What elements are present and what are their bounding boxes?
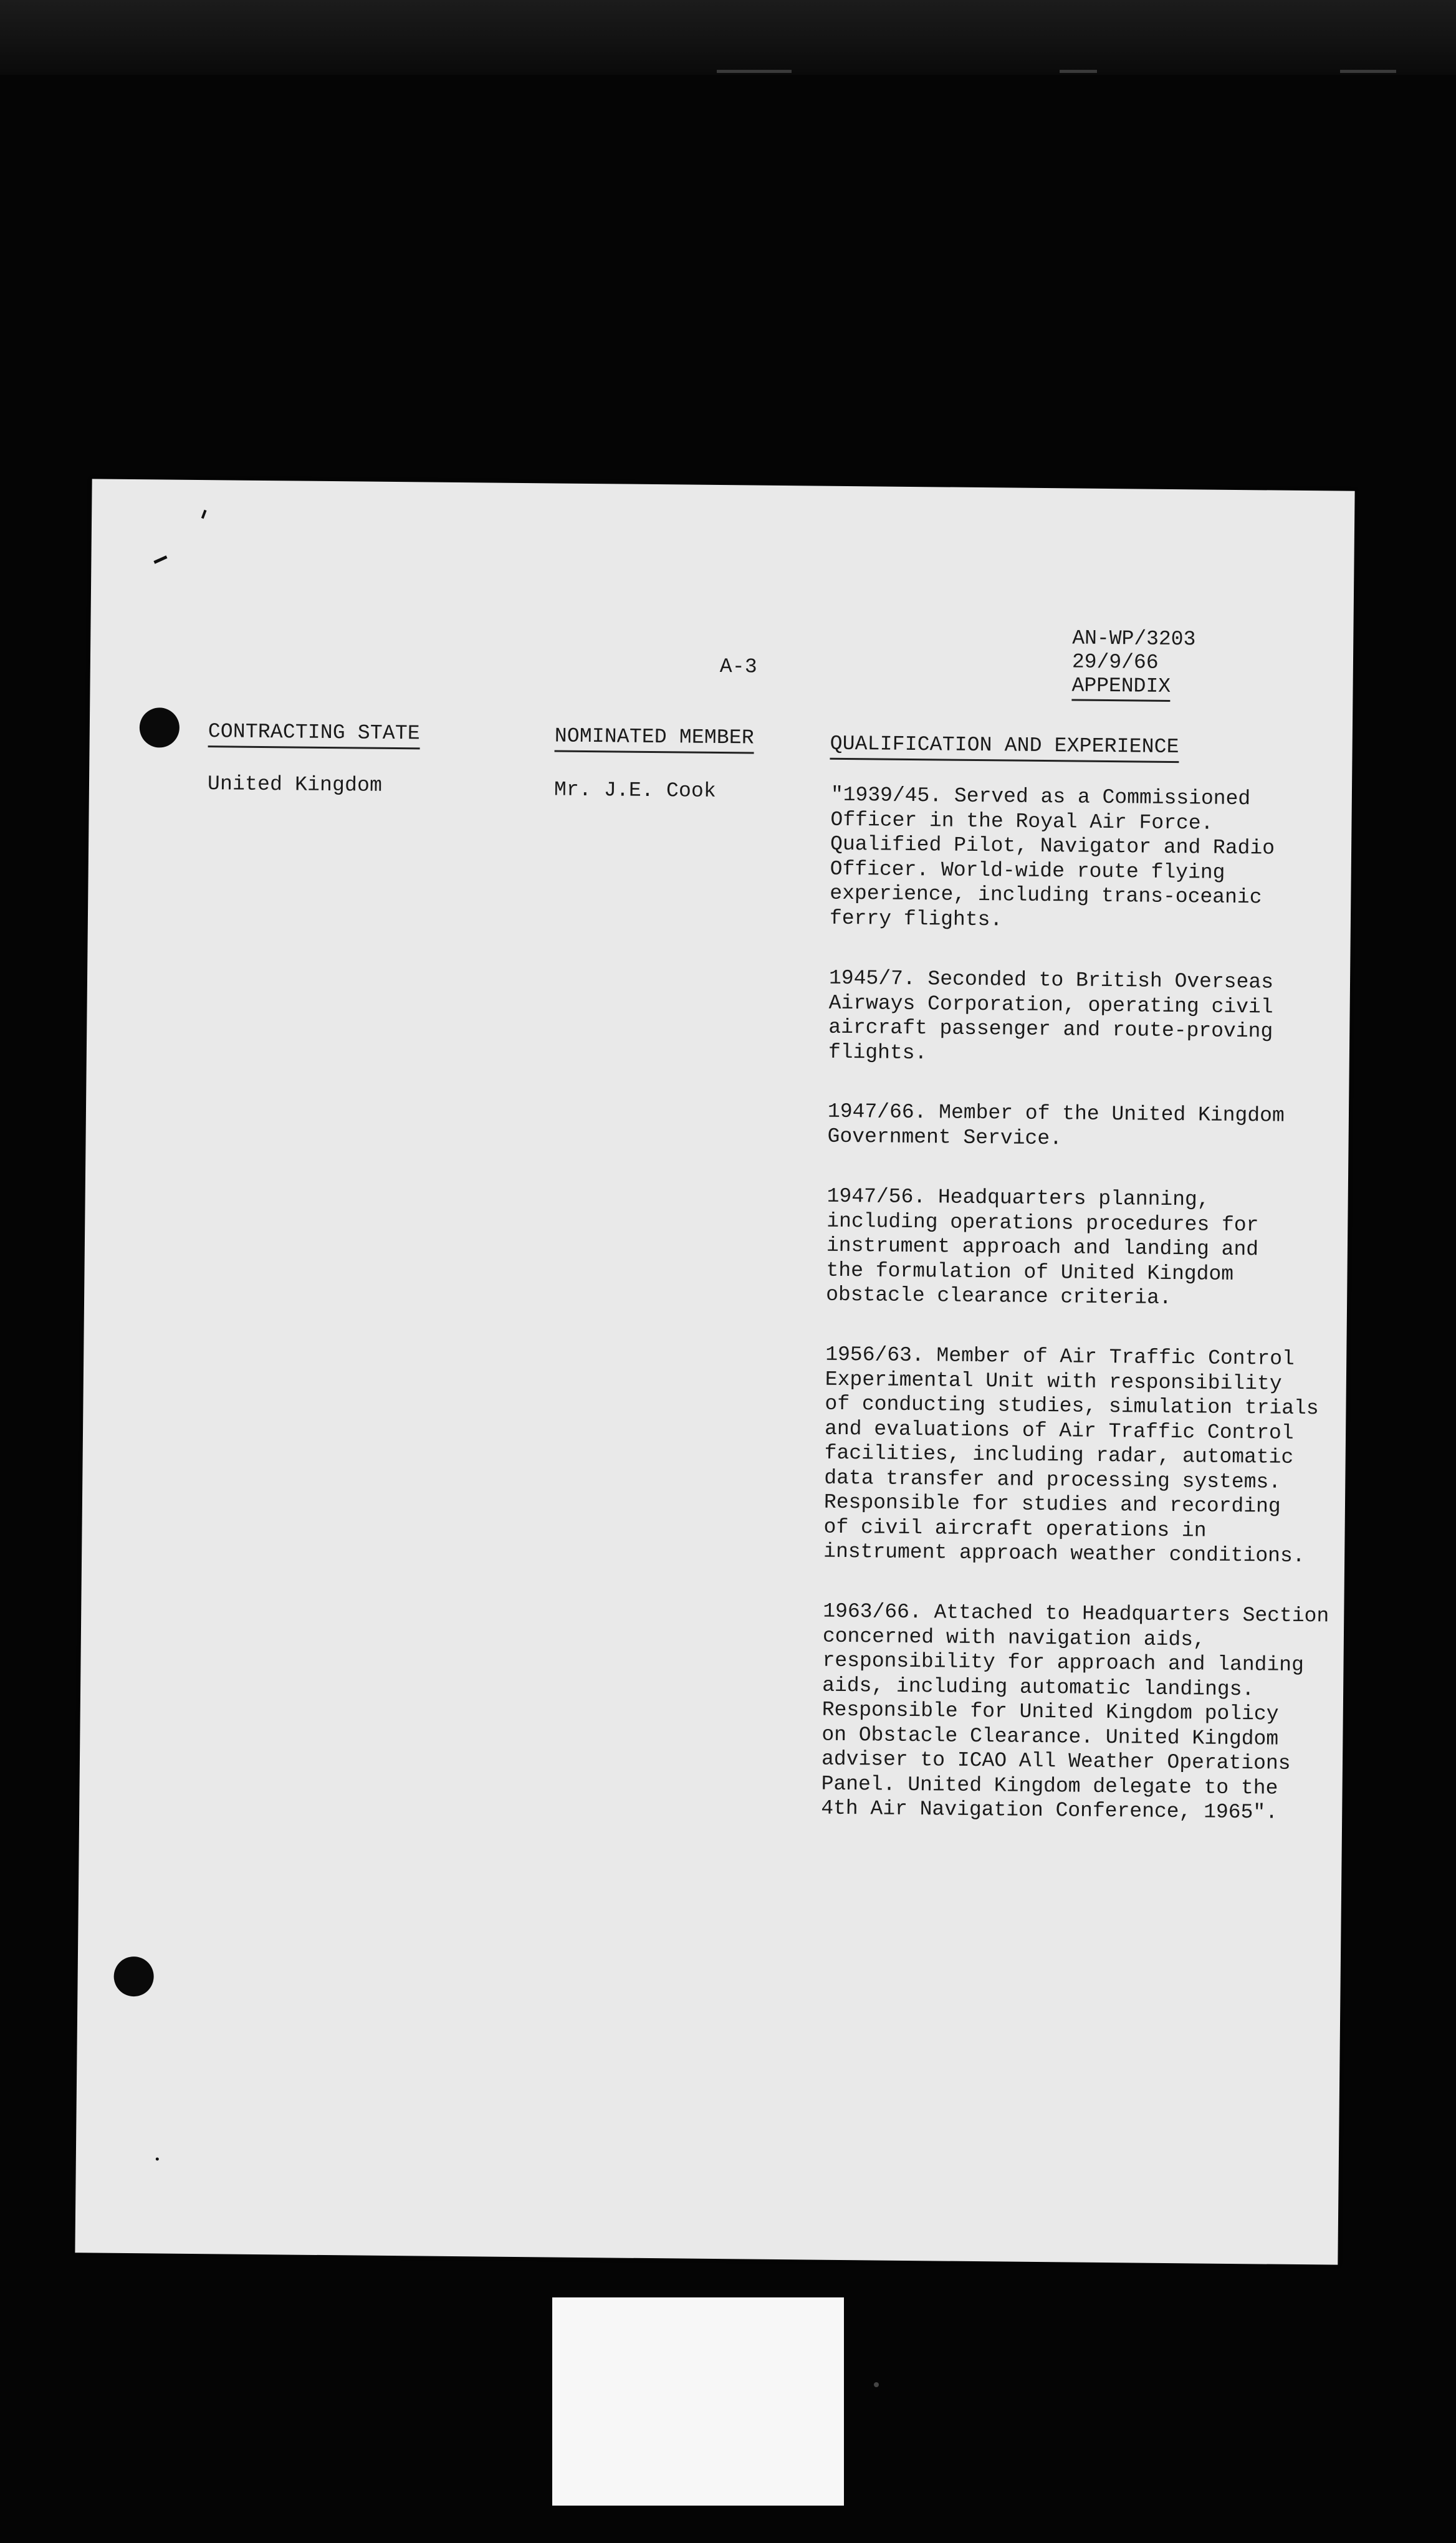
stray-mark bbox=[874, 2382, 879, 2387]
document-reference-block bbox=[1071, 626, 1195, 702]
contracting-state-value: United Kingdom bbox=[207, 772, 383, 797]
qualification-paragraph-1939: "1939/45. Served as a Commissioned Officer in the Royal Air Force. Qualified Pilot, Navigator and Radio Officer. World-wide route flying experience, including trans-oceanic ferry flights. bbox=[829, 783, 1275, 931]
document-reference: AN-WP/3203 bbox=[1072, 626, 1196, 651]
appendix-label: APPENDIX bbox=[1071, 674, 1171, 702]
page-label: A-3 bbox=[719, 655, 758, 679]
film-scratch bbox=[1060, 70, 1097, 73]
qualification-paragraph-1963: 1963/66. Attached to Headquarters Section concerned with navigation aids, responsibility for approach and landing aids, including automatic landings. Responsible for United Kingdom policy on Obstacle Clearance. United Kingdom adviser to ICAO All Weather Operations Panel. United Kingdom delegate to the 4th Air Navigation Conference, 1965". bbox=[821, 1599, 1329, 1824]
blank-label-card bbox=[552, 2297, 844, 2506]
stray-mark bbox=[153, 555, 167, 564]
qualification-paragraph-1947-56: 1947/56. Headquarters planning, including operations procedures for instrument approach and landing and the formulation of United Kingdom obstacle clearance criteria. bbox=[826, 1184, 1259, 1310]
qualification-paragraph-1947-66: 1947/66. Member of the United Kingdom Government Service. bbox=[827, 1099, 1285, 1150]
contracting-state-heading: CONTRACTING STATE bbox=[208, 719, 420, 749]
qualification-paragraph-1945: 1945/7. Seconded to British Overseas Airways Corporation, operating civil aircraft passenger and route-proving flights. bbox=[828, 966, 1274, 1065]
film-strip-top bbox=[0, 0, 1456, 75]
qualification-heading: QUALIFICATION AND EXPERIENCE bbox=[830, 732, 1179, 763]
document-page bbox=[75, 479, 1354, 2264]
qualification-paragraph-1956: 1956/63. Member of Air Traffic Control Experimental Unit with responsibility of conducting studies, simulation trials and evaluations of Air Traffic Control facilities, including radar, automatic data transfer and processing systems. Responsible for studies and recording of civil aircraft operations in instrument approach weather conditions. bbox=[823, 1343, 1319, 1568]
nominated-member-value: Mr. J.E. Cook bbox=[553, 778, 717, 803]
document-date: 29/9/66 bbox=[1071, 650, 1159, 674]
punch-hole-top bbox=[140, 707, 180, 748]
stray-mark bbox=[201, 510, 207, 519]
film-scratch bbox=[1340, 70, 1396, 73]
film-scratch bbox=[717, 70, 792, 73]
stray-dot bbox=[156, 2157, 159, 2160]
punch-hole-bottom bbox=[113, 1956, 154, 1997]
nominated-member-heading: NOMINATED MEMBER bbox=[555, 724, 754, 754]
